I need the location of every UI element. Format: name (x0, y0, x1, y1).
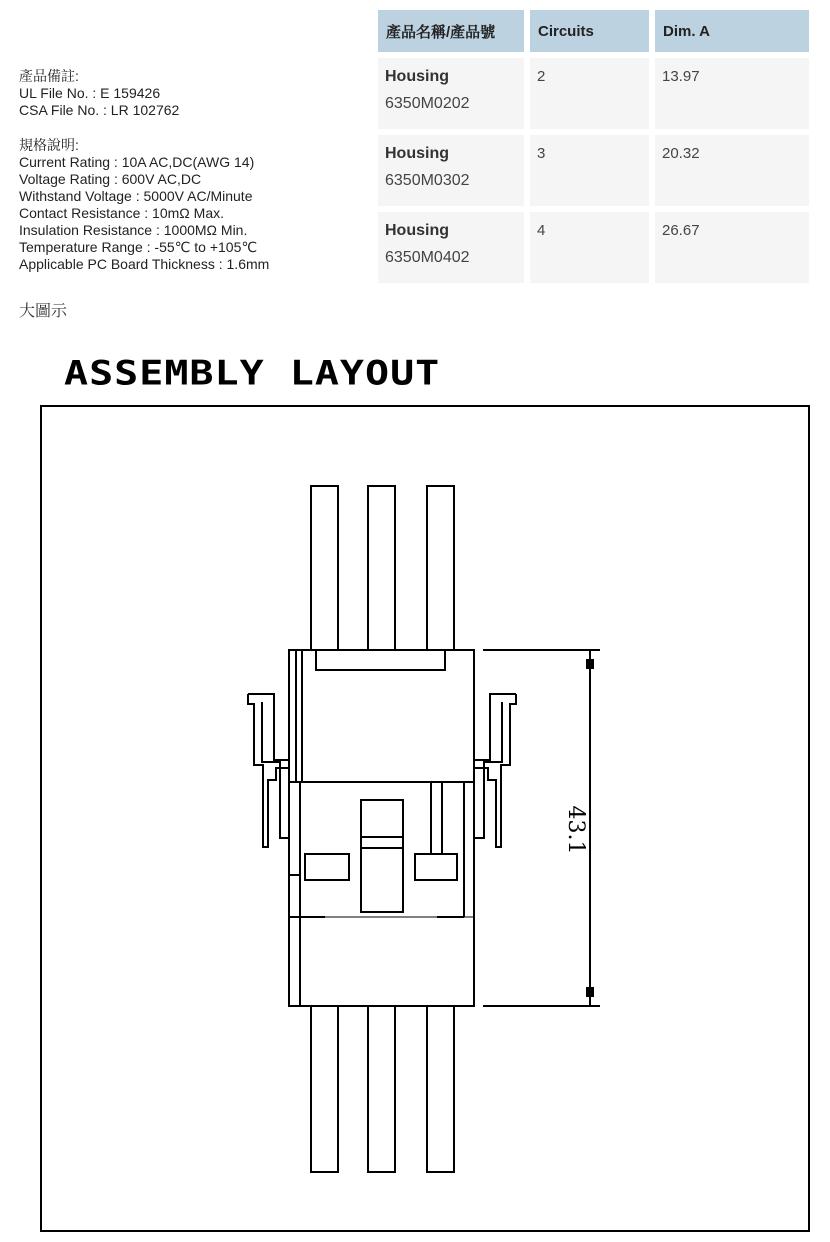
top-pin (368, 486, 395, 650)
bottom-pin (368, 1006, 395, 1172)
large-image-link[interactable]: 大圖示 (19, 303, 68, 320)
csa-file-no: CSA File No. : LR 102762 (19, 102, 180, 118)
header-circuits: Circuits (530, 10, 649, 52)
product-code[interactable]: 6350M0402 (385, 249, 470, 266)
assembly-layout-title: ASSEMBLY LAYOUT (64, 354, 441, 394)
bottom-pin (427, 1006, 454, 1172)
bottom-pin (311, 1006, 338, 1172)
top-pin (427, 486, 454, 650)
top-pin (311, 486, 338, 650)
right-latch-arm (474, 694, 516, 847)
ul-file-no: UL File No. : E 159426 (19, 85, 161, 101)
product-remarks-heading: 產品備註: (19, 68, 79, 84)
product-name[interactable]: Housing (385, 68, 449, 85)
spec-board-thickness: Applicable PC Board Thickness : 1.6mm (19, 256, 270, 272)
header-product: 產品名稱/產品號 (378, 10, 524, 52)
dim-a-cell: 13.97 (655, 58, 809, 129)
circuits-cell: 2 (530, 58, 649, 129)
left-window (305, 854, 349, 880)
right-window (415, 854, 457, 880)
header-dim-a: Dim. A (655, 10, 809, 52)
left-latch-arm (248, 694, 289, 847)
product-name[interactable]: Housing (385, 222, 449, 239)
spec-insulation-resistance: Insulation Resistance : 1000MΩ Min. (19, 222, 248, 238)
dim-a-cell: 20.32 (655, 135, 809, 206)
product-code[interactable]: 6350M0202 (385, 95, 470, 112)
dim-a-cell: 26.67 (655, 212, 809, 283)
upper-housing (289, 650, 474, 782)
latch-block (361, 782, 442, 912)
spec-contact-resistance: Contact Resistance : 10mΩ Max. (19, 205, 224, 221)
spec-heading: 規格說明: (19, 137, 79, 153)
spec-current-rating: Current Rating : 10A AC,DC(AWG 14) (19, 154, 255, 170)
spec-voltage-rating: Voltage Rating : 600V AC,DC (19, 171, 202, 187)
product-name[interactable]: Housing (385, 145, 449, 162)
spec-withstand-voltage: Withstand Voltage : 5000V AC/Minute (19, 188, 253, 204)
lower-housing (289, 782, 474, 1006)
drawing-frame (41, 406, 809, 1231)
spec-temperature-range: Temperature Range : -55℃ to +105℃ (19, 239, 258, 255)
circuits-cell: 4 (530, 212, 649, 283)
dimension-arrow-bottom (586, 987, 594, 997)
dimension-arrow-top (586, 659, 594, 669)
product-code[interactable]: 6350M0302 (385, 172, 470, 189)
circuits-cell: 3 (530, 135, 649, 206)
dimension-label: 43.1 (563, 805, 588, 855)
